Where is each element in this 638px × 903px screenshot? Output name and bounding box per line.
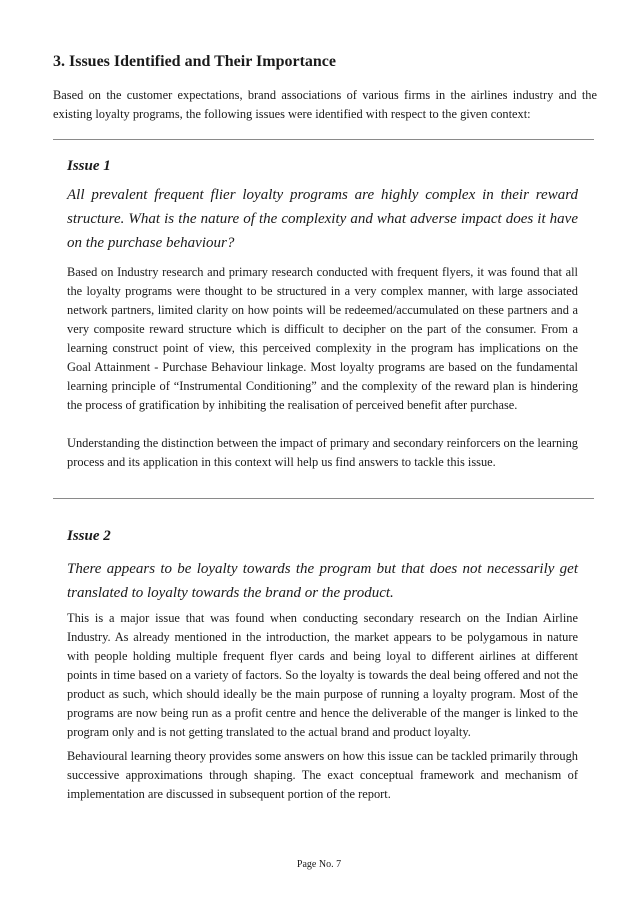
- section-title: 3. Issues Identified and Their Importance: [53, 53, 336, 70]
- issue-2-paragraph-1: This is a major issue that was found when conducting secondary research on the Indian Airline Industry. As already mentioned in the introduction, the market appears to be polygamous in nature with people holding multiple frequent flyer cards and being loyal to different airlines at different points in time based on a variety of factors. So the loyalty is towards the deal being offered and not the product as such, which should ideally be the main purpose of running a loyalty program. Most of the programs are now being run as a profit centre and hence the deliverable of the manger is linked to the program only and is not getting translated to the actual brand and product loyalty.: [67, 611, 578, 739]
- issue-1-paragraph-2: Understanding the distinction between the impact of primary and secondary reinforcers on the learning process and its application in this context will help us find answers to tackle this issue.: [67, 436, 578, 469]
- page-number: Page No. 7: [296, 859, 342, 870]
- divider-rule: [53, 498, 594, 499]
- issue-1-heading: Issue 1: [67, 158, 111, 174]
- issue-2-paragraph-2: Behavioural learning theory provides some answers on how this issue can be tackled primarily through successive approximations through shaping. The exact conceptual framework and mechanism of implementation are discussed in subsequent portion of the report.: [67, 749, 578, 801]
- issue-2-heading: Issue 2: [67, 528, 111, 544]
- issue-1-question: All prevalent frequent flier loyalty programs are highly complex in their reward structure. What is the nature of the complexity and what adverse impact does it have on the purchase behaviour?: [67, 187, 578, 251]
- issue-1-paragraph-1: Based on Industry research and primary research conducted with frequent flyers, it was found that all the loyalty programs were thought to be structured in a very complex manner, with large associated network partners, limited clarity on how points will be redeemed/accumulated on these partners and a very composite reward structure which is difficult to decipher on the part of the consumer. From a learning construct point of view, this perceived complexity in the program has implications on the Goal Attainment - Purchase Behaviour linkage. Most loyalty programs are based on the fundamental learning principle of “Instrumental Conditioning” and the complexity of the reward plan is hindering the process of gratification by inhibiting the realisation of perceived benefit after purchase.: [67, 265, 578, 412]
- divider-rule: [53, 139, 594, 140]
- section-intro: Based on the customer expectations, brand associations of various firms in the airlines industry and the existing loyalty programs, the following issues were identified with respect to the given context:: [53, 88, 597, 121]
- issue-2-question: There appears to be loyalty towards the program but that does not necessarily get translated to loyalty towards the brand or the product.: [67, 561, 578, 601]
